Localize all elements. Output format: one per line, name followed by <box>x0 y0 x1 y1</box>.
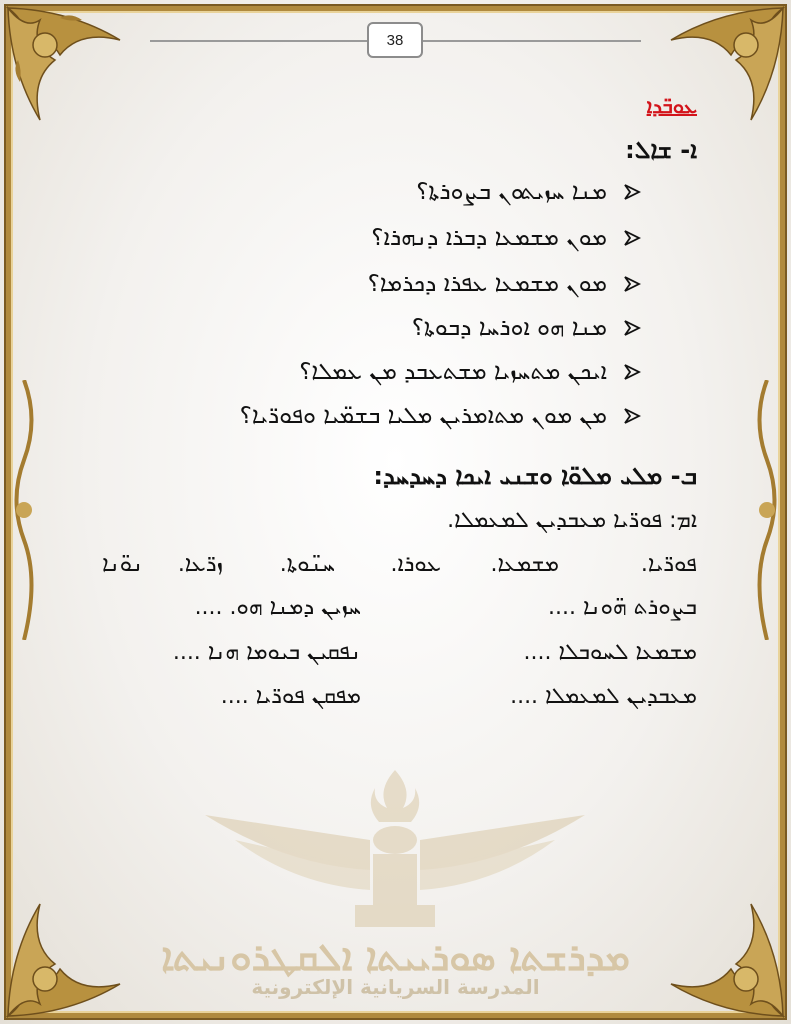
sentence-text: ܡܥܒܕܝܢ ܠܡܥܡܠܐ <box>545 684 697 709</box>
list-item <box>412 308 641 348</box>
question-text: ܡܘܢ ܡܫܡܥܐ ܕܒܪܐ ܕܢܗܪܐ؟ <box>371 225 607 251</box>
list-item <box>416 172 641 212</box>
list-item <box>240 396 641 436</box>
blank-field[interactable]: .... <box>523 640 552 665</box>
list-item <box>371 218 641 258</box>
blank-field[interactable]: .... <box>510 684 539 709</box>
word-bank-item: ܥܘܪܐ. <box>390 552 441 577</box>
blank-field[interactable]: .... <box>194 595 223 620</box>
list-item <box>299 352 641 392</box>
arrow-bullet-icon <box>623 363 641 381</box>
list-item <box>195 595 361 620</box>
word-bank-item: ܡܫܡܥܐ. <box>490 552 559 577</box>
question-text: ܡܢܐ ܗܘ ܐܘܪܚܐ ܕܒܘܬܐ؟ <box>411 315 607 341</box>
question-text: ܐܝܟܢ ܡܬܚܙܝܐ ܡܫܬܥܒܕ ܡܢ ܥܡܠܐ؟ <box>299 359 607 385</box>
page-number: 38 <box>367 22 423 58</box>
watermark-syriac-title: ܡܕܪܫܬܐ ܣܘܪܝܝܬܐ ܐܠܩܛܪܘܢܝܬܐ <box>161 935 630 979</box>
part-b-label: ܒ- ܡܠܝ ܡܠܘ̈ܐ ܘܫܢܝ ܐܝܟܐ ܕܚܕܚܕ: <box>373 462 697 490</box>
arrow-bullet-icon <box>623 275 641 293</box>
arrow-bullet-icon <box>623 229 641 247</box>
sentence-text: ܒܨܘܪܬ ܗ̈ܘܢܐ <box>582 595 697 620</box>
list-item <box>510 684 697 709</box>
sentence-text: ܚܙܝܢ ܕܡܢܐ ܗܘ. <box>229 595 361 620</box>
arrow-bullet-icon <box>623 183 641 201</box>
watermark-arabic-title: المدرسة السريانية الإلكترونية <box>251 975 540 999</box>
list-item <box>524 640 697 665</box>
question-text: ܡܢܐ ܚܙܝܬܘܢ ܒܨܘܪܬܐ؟ <box>416 179 607 205</box>
word-bank-item: ܙܪ̈ܥܐ. <box>177 552 223 577</box>
blank-field[interactable]: .... <box>220 684 249 709</box>
section-heading: ܥܘܒ̈ܕܐ <box>646 94 697 118</box>
word-bank-item: ܦܘܪ̈ܝܐ. <box>640 552 697 577</box>
part-a-label: ܐ- ܫܐܠ: <box>625 136 697 164</box>
question-text: ܡܢ ܡܘܢ ܡܬܐܡܪܝܢ ܡܠܝܐ ܒܫܡ̈ܝܐ ܘܦܘܪ̈ܝܐ؟ <box>239 403 607 429</box>
list-item <box>548 595 697 620</box>
blank-field[interactable]: .... <box>547 595 576 620</box>
blank-field[interactable]: .... <box>172 640 201 665</box>
sentence-text: ܡܦܩܢ ܦܘܪ̈ܝܐ <box>255 684 361 709</box>
list-item <box>368 264 641 304</box>
arrow-bullet-icon <box>623 407 641 425</box>
example-sentence: ܐܡ: ܦܘܪ̈ܝܐ ܡܥܒܕܝܢ ܠܡܥܡܠܐ. <box>447 508 697 533</box>
sentence-text: ܡܫܡܥܐ ܠܚܘܒܠܐ <box>558 640 697 665</box>
list-item <box>173 640 361 665</box>
list-item <box>221 684 361 709</box>
word-bank-item: ܚܢ̈ܘܬܐ. <box>279 552 335 577</box>
word-bank-item: ܢܘ̈ܢܐ <box>102 552 143 577</box>
question-text: ܡܘܢ ܡܫܡܥܐ ܥܦܪܐ ܕܟܪܡܐ؟ <box>367 271 607 297</box>
arrow-bullet-icon <box>623 319 641 337</box>
sentence-text: ܢܦܩܝܢ ܒܝܘܡܐ ܗܢܐ <box>207 640 361 665</box>
